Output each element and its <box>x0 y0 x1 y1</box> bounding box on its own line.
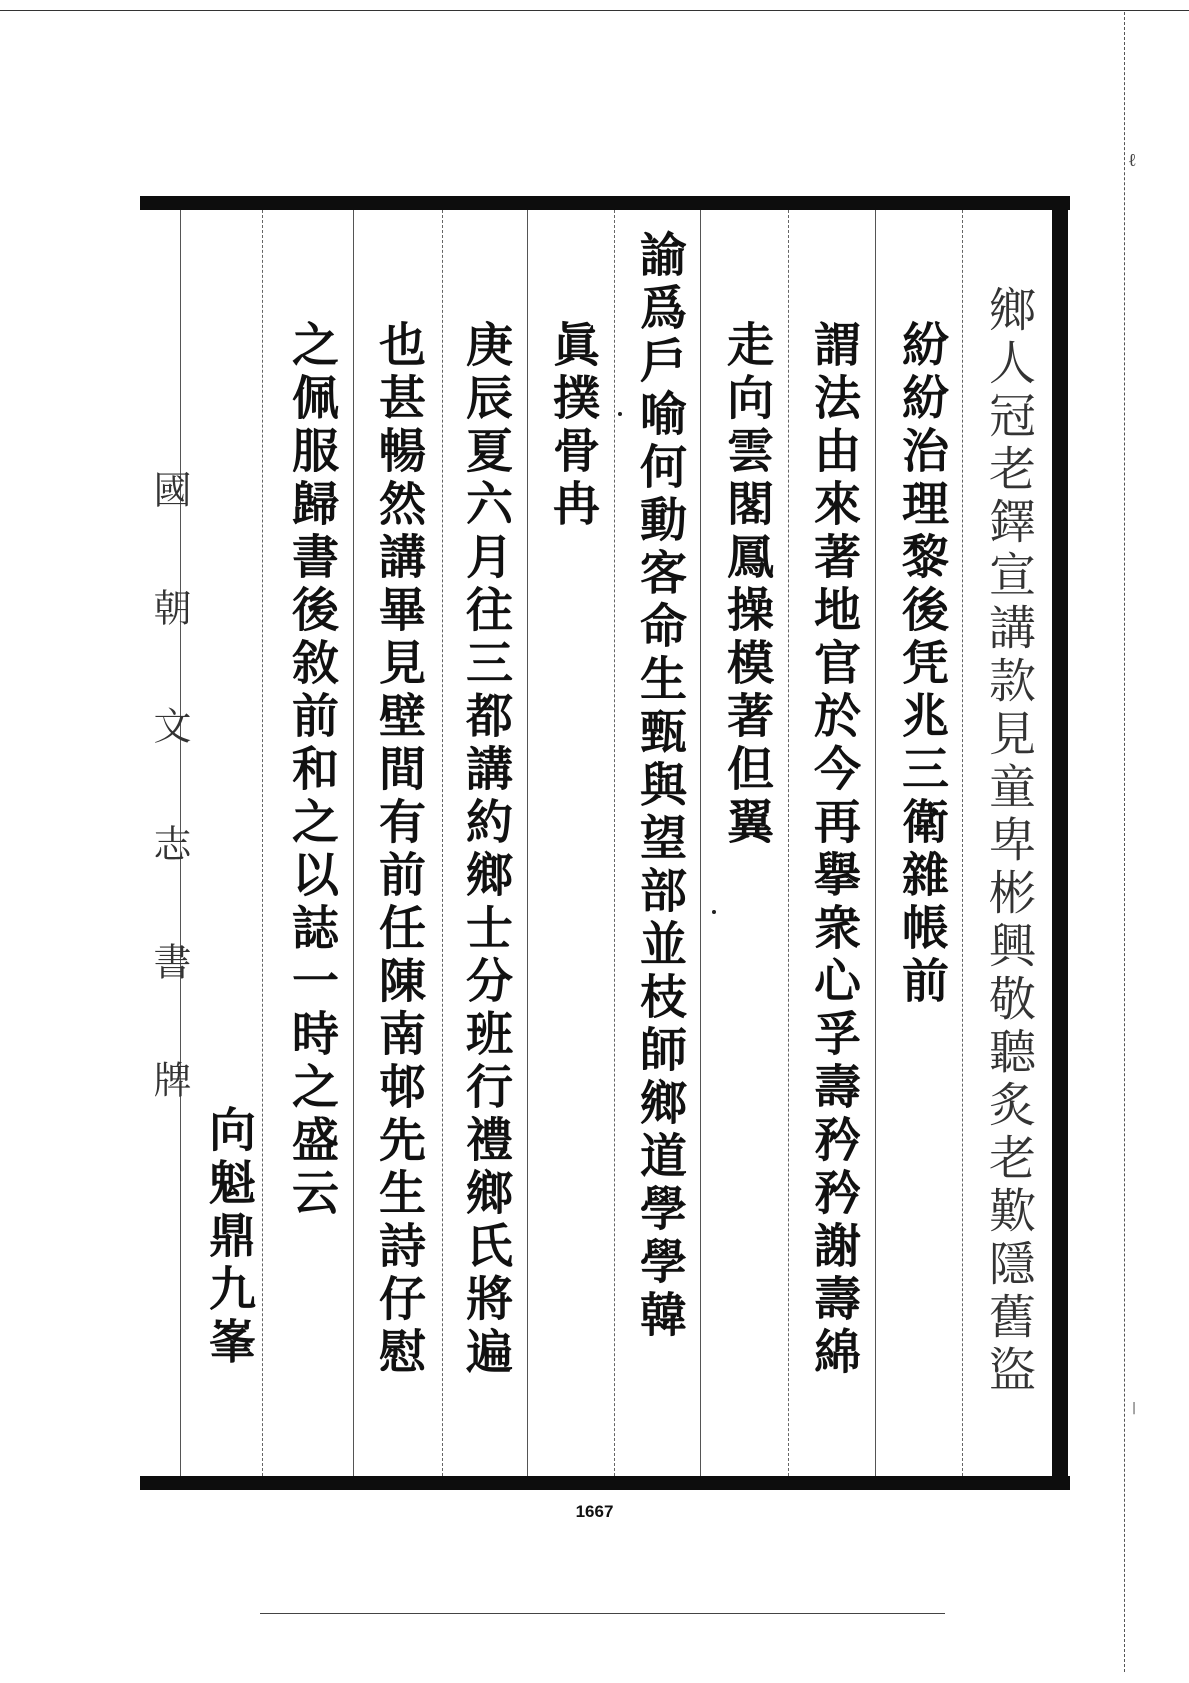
text-column-3: 謂法由來著地官於今再擧衆心孚壽矜矜謝壽綿 <box>806 320 861 1380</box>
page-number: 1667 <box>575 1502 614 1521</box>
column-rule <box>353 210 354 1476</box>
page-frame-bottom <box>140 1476 1070 1490</box>
column-rule <box>614 210 615 1476</box>
text-column-8: 也甚暢然講畢見壁間有前任陳南邨先生詩仔慰 <box>371 320 426 1380</box>
page-frame-top <box>140 196 1070 210</box>
column-rule <box>700 210 701 1476</box>
scan-right-rule <box>1124 12 1126 1672</box>
ink-speck <box>712 910 716 914</box>
column-rule <box>262 210 263 1476</box>
text-column-6: 眞撲骨冉 <box>545 320 600 532</box>
scan-mark: ℓ <box>1128 150 1137 171</box>
column-rule <box>962 210 963 1476</box>
text-column-7: 庚辰夏六月往三都講約鄉士分班行禮鄉氏將遍 <box>458 320 513 1380</box>
column-rule <box>788 210 789 1476</box>
text-column-9: 之佩服歸書後敘前和之以誌一時之盛云 <box>284 320 339 1221</box>
column-rule <box>442 210 443 1476</box>
page-frame-right <box>1052 196 1068 1490</box>
text-column-2: 紛紛治理黎後凭兆三衛雜帳前 <box>894 320 949 1009</box>
column-rule <box>875 210 876 1476</box>
ink-speck <box>618 412 622 416</box>
text-column-4: 走向雲閣鳳操模著但翼 <box>719 320 774 850</box>
margin-text: 國 朝 文 志 書 牌 <box>147 470 191 1116</box>
scan-top-rule <box>0 10 1189 11</box>
author-column: 向魁鼎九峯 <box>201 1105 256 1370</box>
scan-mark: | <box>1132 1400 1137 1414</box>
footer-rule <box>260 1613 945 1614</box>
column-rule <box>527 210 528 1476</box>
text-column-5: 諭爲戶喻何動客命生甄與望部並枝師鄉道學學韓 <box>632 230 687 1343</box>
text-column-1: 鄉人冠老鐸宣講款見童卑彬興敬聽炙老歎隱舊盜 <box>981 285 1036 1398</box>
